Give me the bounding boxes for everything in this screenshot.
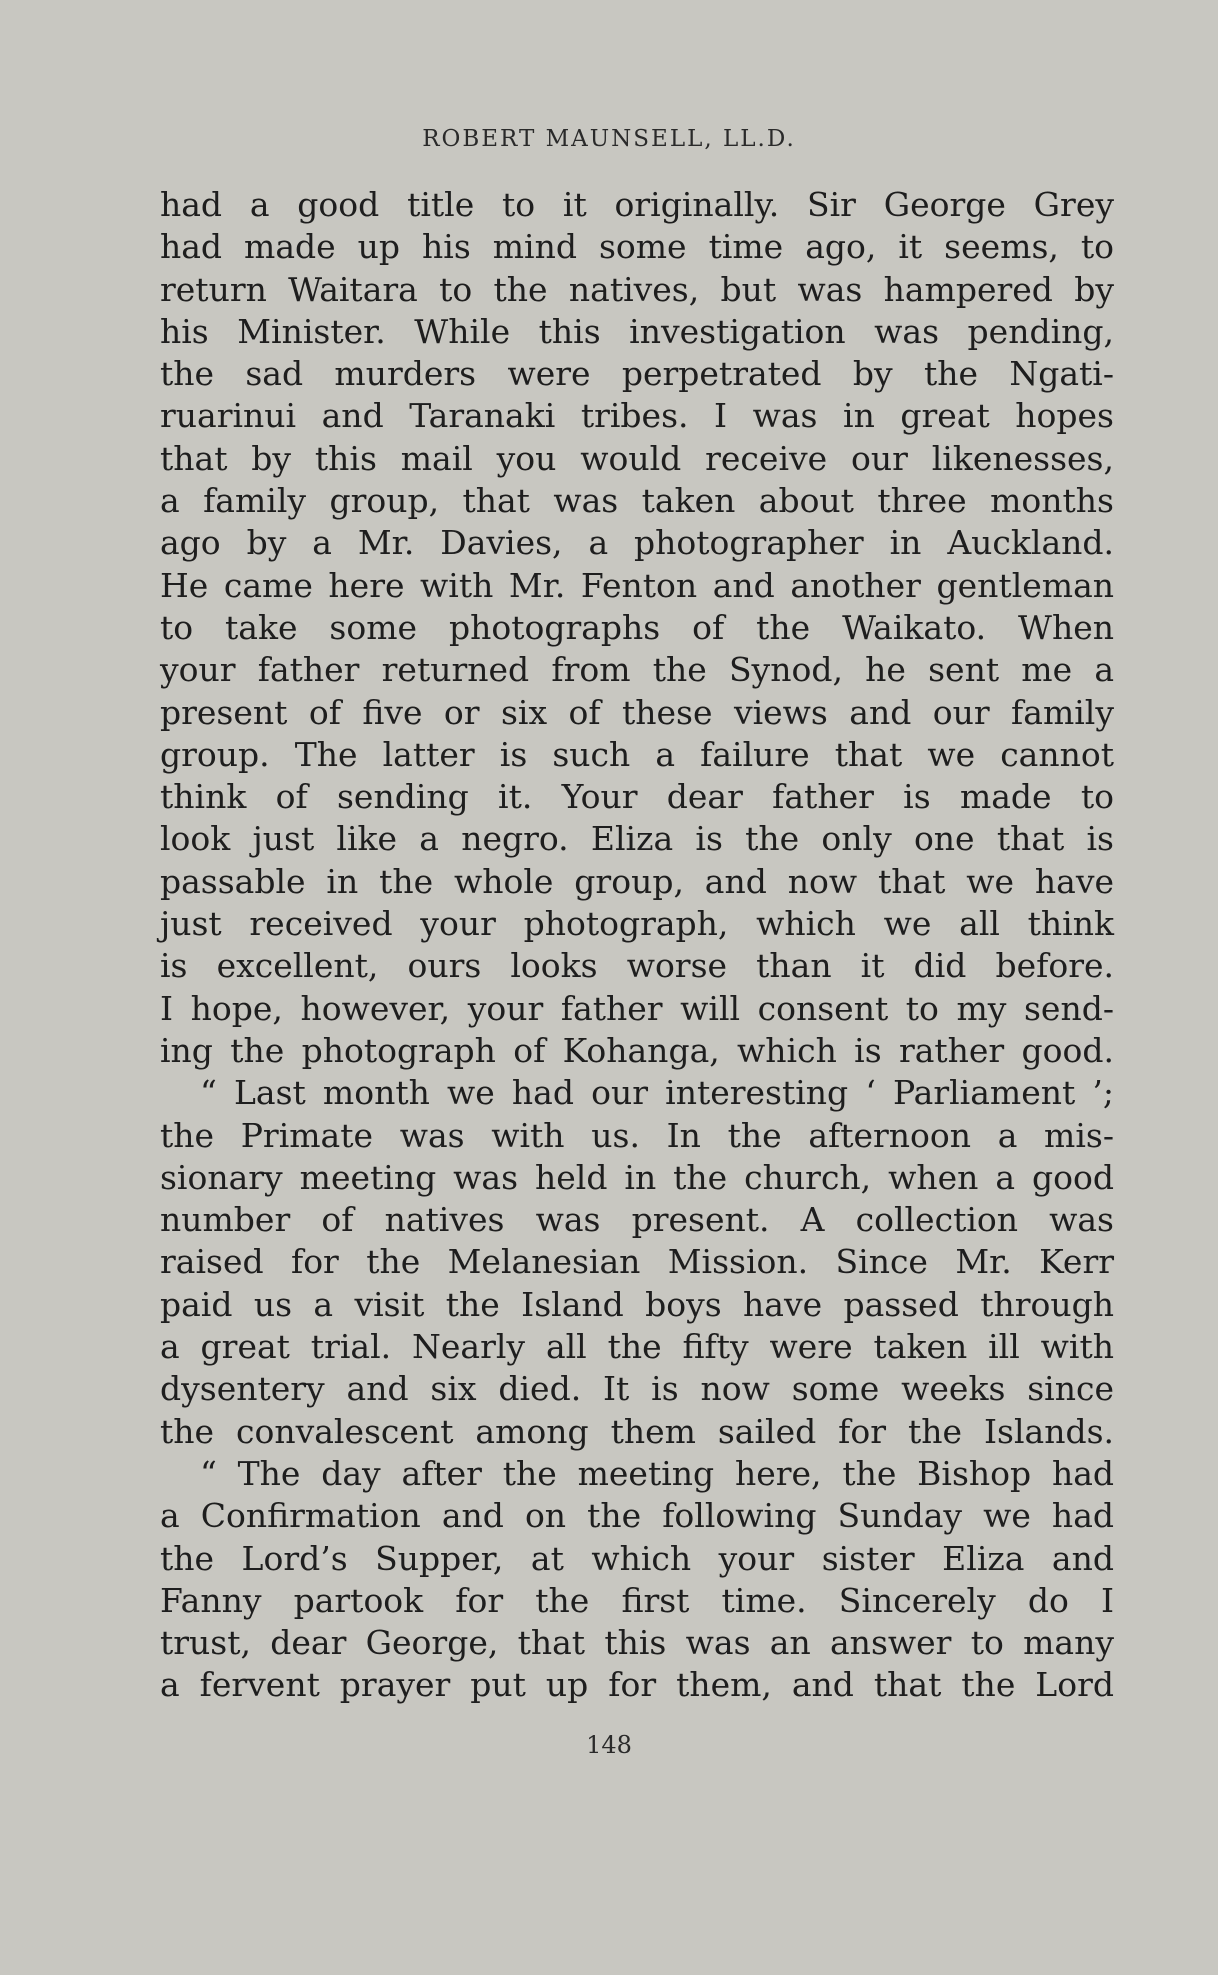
text-line: think of sending it. Your dear father is made to: [160, 777, 1114, 817]
text-line: Fanny partook for the first time. Sincerely do I: [160, 1580, 1114, 1620]
text-line: a great trial. Nearly all the fifty were taken ill with: [160, 1327, 1114, 1367]
text-line: number of natives was present. A collection was: [160, 1200, 1114, 1240]
text-line: “ The day after the meeting here, the Bishop had: [200, 1453, 1114, 1493]
text-line: to take some photographs of the Waikato. When: [160, 607, 1114, 647]
text-line: the convalescent among them sailed for the Islands.: [160, 1411, 1114, 1451]
text-line: paid us a visit the Island boys have passed through: [160, 1284, 1114, 1324]
text-line: had a good title to it originally. Sir George Grey: [160, 185, 1114, 224]
text-line: raised for the Melanesian Mission. Since Mr. Kerr: [160, 1242, 1114, 1282]
running-head: ROBERT MAUNSELL, LL.D.: [422, 126, 796, 152]
text-line: the sad murders were perpetrated by the Ngati-: [160, 354, 1114, 394]
text-line: that by this mail you would receive our likenesses,: [160, 438, 1114, 478]
text-line: just received your photograph, which we all think: [160, 904, 1114, 944]
text-line: sionary meeting was held in the church, when a good: [160, 1157, 1114, 1197]
text-line: “ Last month we had our interesting ‘ Parliament ’;: [200, 1073, 1114, 1113]
text-line: ing the photograph of Kohanga, which is rather good.: [160, 1030, 1114, 1070]
text-line: look just like a negro. Eliza is the only one that is: [160, 819, 1114, 859]
text-line: group. The latter is such a failure that we cannot: [160, 734, 1114, 774]
text-line: dysentery and six died. It is now some weeks since: [160, 1369, 1114, 1409]
page-number: 148: [586, 1731, 632, 1759]
text-line: ago by a Mr. Davies, a photographer in Auckland.: [160, 523, 1114, 563]
text-line: is excellent, ours looks worse than it did before.: [160, 946, 1114, 986]
text-line: the Primate was with us. In the afternoon a mis-: [160, 1115, 1114, 1155]
text-line: passable in the whole group, and now that we have: [160, 861, 1114, 901]
text-line: his Minister. While this investigation was pending,: [160, 311, 1114, 351]
text-line: a fervent prayer put up for them, and that the Lord: [160, 1665, 1114, 1705]
body-text: [160, 184, 1114, 1707]
text-line: trust, dear George, that this was an answer to many: [160, 1623, 1114, 1663]
text-line: a family group, that was taken about three months: [160, 481, 1114, 521]
text-line: I hope, however, your father will consent to my send-: [160, 988, 1114, 1028]
text-line: had made up his mind some time ago, it seems, to: [160, 227, 1114, 267]
text-line: a Confirmation and on the following Sunday we had: [160, 1496, 1114, 1536]
text-line: return Waitara to the natives, but was hampered by: [160, 269, 1114, 309]
text-line: your father returned from the Synod, he sent me a: [160, 650, 1114, 690]
text-line: ruarinui and Taranaki tribes. I was in great hopes: [160, 396, 1114, 436]
text-line: the Lord’s Supper, at which your sister Eliza and: [160, 1538, 1114, 1578]
text-line: present of five or six of these views and our family: [160, 692, 1114, 732]
text-line: He came here with Mr. Fenton and another gentleman: [160, 565, 1114, 605]
